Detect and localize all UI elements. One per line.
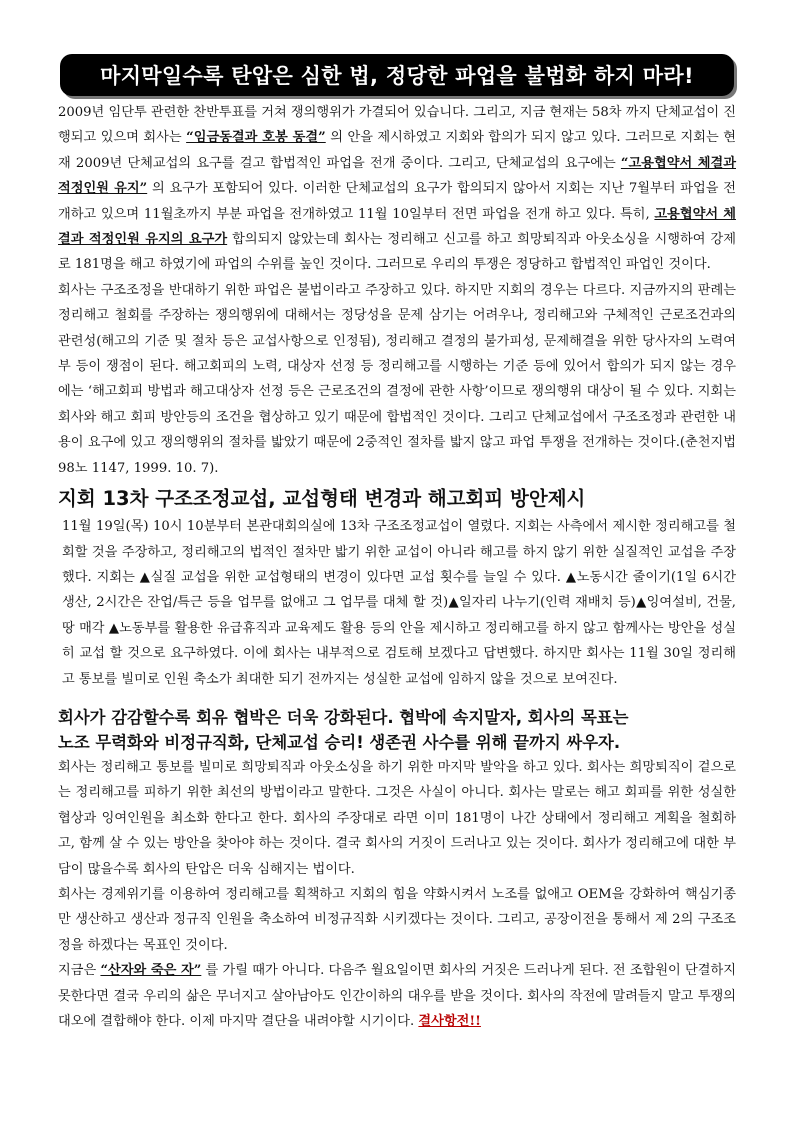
- section2-paragraph-1: 11월 19일(목) 10시 10분부터 본관대회의실에 13차 구조조정교섭이 열렸다. 지회는 사측에서 제시한 정리해고를 철회할 것을 주장하고, 정리해고의 법적인 절차만 밟기 위한 교섭이 아니라 해고를 하지 않기 위한 실질적인 교섭을 주장했다. 지회는 ▲실질 교섭을 위한 교섭형태의 변경이 있다면 교섭 횟수를 늘일 수 있다. ▲노동시간 줄이기(1일 6시간 생산, 2시간은 잔업/특근 등을 업무를 없애고 그 업무를 대체 할 것)▲일자리 나누기(인력 재배치 등)▲잉여설비, 건물, 땅 매각 ▲노동부를 활용한 유급휴직과 교육제도 활용 등의 안을 제시하고 정리해고를 하지 않고 함께사는 방안을 성실히 교섭 할 것으로 요구하였다. 이에 회사는 내부적으로 검토해 보겠다고 답변했다. 하지만 회사는 11월 30일 정리해고 통보를 빌미로 인원 축소가 최대한 되기 전까지는 성실한 교섭에 임하지 않을 것으로 보여진다.: [62, 519, 736, 687]
- section1-paragraph-2: 회사는 구조조정을 반대하기 위한 파업은 불법이라고 주장하고 있다. 하지만 지회의 경우는 다르다. 지금까지의 판례는 정리해고 철회를 주장하는 쟁의행위에 대해서는 정당성을 문제 삼기는 어려우나, 정리해고와 구체적인 근로조건과의 관련성(해고의 기준 및 절차 등은 교섭사항으로 인정됨), 정리해고 결정의 불가피성, 문제해결을 위한 당사자의 노력여부 등이 쟁점이 된다. 해고회피의 노력, 대상자 선정 등 정리해고를 시행하는 기준 등에 있어서 합의가 되지 않는 경우에는 ‘해고회피 방법과 해고대상자 선정 등은 근로조건의 결정에 관한 사항’이므로 쟁의행위 대상이 될 수 있다. 지회는 회사와 해고 회피 방안등의 조건을 협상하고 있기 때문에 합법적인 것이다. 그리고 단체교섭에서 구조조정과 관련한 내용이 요구에 있고 쟁의행위의 절차를 밟았기 때문에 2중적인 절차를 밟지 않고 파업 투쟁을 전개하는 것이다.(춘천지법 98노 1147, 1999. 10. 7).: [58, 282, 736, 476]
- emphasis-living-and-dead: “산자와 죽은 자”: [100, 963, 202, 979]
- section3-heading-line-2: 노조 무력화와 비정규직화, 단체교섭 승리! 생존권 사수를 위해 끝까지 싸우자.: [58, 732, 621, 752]
- section1-paragraph-1: [58, 100, 736, 278]
- section2-heading: 지회 13차 구조조정교섭, 교섭형태 변경과 해고회피 방안제시: [58, 487, 586, 511]
- document-page: [58, 54, 736, 1034]
- section3-heading-line-1: 회사가 감감할수록 회유 협박은 더욱 강화된다. 협박에 속지말자, 회사의 목표는: [58, 707, 629, 727]
- section3-paragraph-1: 회사는 정리해고 통보를 빌미로 희망퇴직과 아웃소싱을 하기 위한 마지막 발악을 하고 있다. 회사는 희망퇴직이 겉으로는 정리해고를 피하기 위한 최선의 방법이라고 말한다. 그것은 사실이 아니다. 회사는 말로는 해고 회피를 위한 성실한 협상과 잉여인원을 최소화 한다고 한다. 회사의 주장대로 라면 이미 181명이 나간 상태에서 정리해고 계획을 철회하고, 함께 살 수 있는 방안을 찾아야 하는 것이다. 결국 회사의 거짓이 드러나고 있는 것이다. 회사가 정리해고에 대한 부담이 많을수록 회사의 탄압은 더욱 심해지는 법이다.: [58, 759, 736, 877]
- text-run: 의 안을 제시하였고 지회와 합의가 되지 않고 있다. 그러므로 지회는 현재 2009년 단체교섭의 요구를 걸고 합법적인 파업을 전개 중이다. 그리고, 단체교섭의 요구에는: [58, 130, 736, 171]
- text-run: 를 가릴 때가 아니다. 다음주 월요일이면 회사의 거짓은 드러나게 된다. 전 조합원이 단결하지 못한다면 결국 우리의 삶은 무너지고 살아남아도 인간이하의 대우를 받을 것이다. 회사의 작전에 말려들지 말고 투쟁의 대오에 결합해야 한다. 이제 마지막 결단을 내려야할 시기이다.: [58, 963, 736, 1029]
- text-run: 의 요구가 포함되어 있다. 이러한 단체교섭의 요구가 합의되지 않아서 지회는 지난 7월부터 파업을 전개하고 있으며 11월초까지 부분 파업을 전개하였고 11월 10일부터 전면 파업을 전개 하고 있다. 특히,: [58, 181, 736, 222]
- section3-paragraph-3: [58, 958, 736, 1034]
- text-run: 지금은: [58, 963, 101, 979]
- closing-slogan: 결사항전!!: [418, 1014, 481, 1029]
- text-run: 2009년 임단투 관련한 찬반투표를 거쳐 쟁의행위가 가결되어 있습니다. 그리고, 지금 현재는 58차 까지 단체교섭이 진행되고 있으며 회사는: [58, 105, 736, 146]
- headline-banner: [60, 54, 734, 96]
- emphasis-demand: 고용협약서 체결과 적정인원 유지의 요구가: [58, 206, 736, 248]
- section3-heading: [58, 705, 736, 755]
- section3-paragraph-2: 회사는 경제위기를 이용하여 정리해고를 획책하고 지회의 힘을 약화시켜서 노조를 없애고 OEM을 강화하여 핵심기종만 생산하고 생산과 정규직 인원을 축소하여 비정규직화 시키겠다는 것이다. 그리고, 공장이전을 통해서 제 2의 구조조정을 하겠다는 목표인 것이다.: [58, 886, 736, 953]
- headline-text: 마지막일수록 탄압은 심한 법, 정당한 파업을 불법화 하지 마라!: [100, 64, 694, 88]
- emphasis-employment-agreement: “고용협약서 체결과 적정인원 유지”: [58, 155, 736, 197]
- emphasis-wage-freeze: “임금동결과 호봉 동결”: [186, 130, 326, 146]
- text-run: 합의되지 않았는데 회사는 정리해고 신고를 하고 희망퇴직과 아웃소싱을 시행하여 강제로 181명을 해고 하였기에 파업의 수위를 높인 것이다. 그러므로 우리의 투쟁은 정당하고 합법적인 파업인 것이다.: [58, 232, 736, 273]
